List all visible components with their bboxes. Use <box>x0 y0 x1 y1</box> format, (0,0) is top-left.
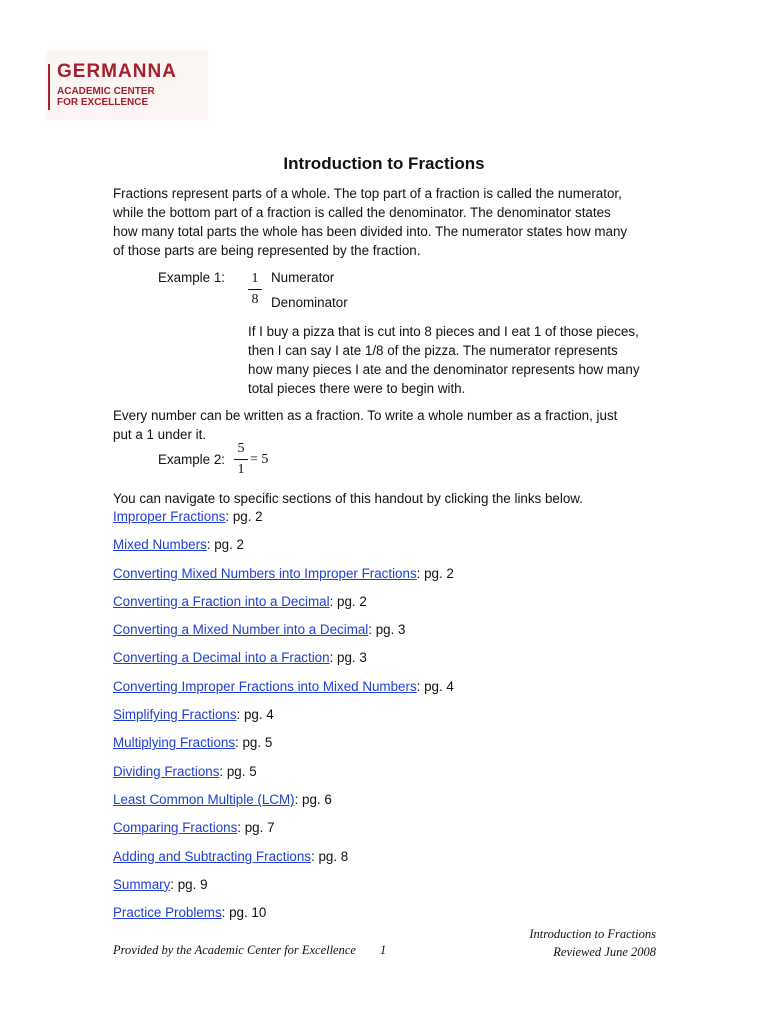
link-lcm[interactable]: Least Common Multiple (LCM) <box>113 791 295 807</box>
link-page: : pg. 5 <box>235 735 273 751</box>
intro-line: how many total parts the whole has been divided into. The numerator states how many <box>113 224 628 239</box>
intro-paragraph <box>113 184 658 260</box>
denominator-label: Denominator <box>271 295 348 310</box>
example2-result: = 5 <box>250 452 269 467</box>
link-row <box>113 734 673 762</box>
fraction-bar <box>248 289 262 290</box>
logo-subtitle-line2: FOR EXCELLENCE <box>57 97 149 108</box>
link-mixed-to-improper[interactable]: Converting Mixed Numbers into Improper Fractions <box>113 565 417 581</box>
link-row <box>113 621 673 649</box>
example2-fraction <box>234 441 248 478</box>
explanation-line: If I buy a pizza that is cut into 8 pieces and I eat 1 of those pieces, <box>248 324 639 339</box>
link-page: : pg. 10 <box>221 905 267 921</box>
link-decimal-to-fraction[interactable]: Converting a Decimal into a Fraction <box>113 650 330 666</box>
example1-fraction <box>248 271 262 308</box>
link-row <box>113 876 673 904</box>
whole-line: Every number can be written as a fraction. To write a whole number as a fraction, just <box>113 408 618 423</box>
logo-subtitle <box>57 86 155 108</box>
example1-label: Example 1: <box>158 270 225 285</box>
link-page: : pg. 2 <box>329 593 367 609</box>
link-multiplying-fractions[interactable]: Multiplying Fractions <box>113 735 236 751</box>
link-page: : pg. 9 <box>170 876 208 892</box>
link-dividing-fractions[interactable]: Dividing Fractions <box>113 763 220 779</box>
link-page: : pg. 3 <box>368 622 406 638</box>
link-summary[interactable]: Summary <box>113 876 171 892</box>
link-improper-fractions[interactable]: Improper Fractions <box>113 509 226 524</box>
explanation-line: then I can say I ate 1/8 of the pizza. The numerator represents <box>248 343 618 358</box>
logo-subtitle-line1: ACADEMIC CENTER <box>57 86 155 97</box>
page-title: Introduction to Fractions <box>283 154 485 173</box>
link-page: : pg. 5 <box>219 763 257 779</box>
nav-intro <box>113 489 658 508</box>
link-mixed-numbers[interactable]: Mixed Numbers <box>113 537 207 553</box>
section-links <box>113 508 673 932</box>
example1-numerator: 1 <box>251 271 259 286</box>
link-improper-to-mixed[interactable]: Converting Improper Fractions into Mixed Numbers <box>113 678 417 694</box>
link-row <box>113 763 673 791</box>
explanation-line: total pieces there were to begin with. <box>248 381 466 396</box>
link-mixed-to-decimal[interactable]: Converting a Mixed Number into a Decimal <box>113 622 369 638</box>
link-adding-subtracting[interactable]: Adding and Subtracting Fractions <box>113 848 312 864</box>
link-row <box>113 678 673 706</box>
whole-number-paragraph <box>113 406 658 444</box>
germanna-logo <box>46 50 208 120</box>
footer-doc-title: Introduction to Fractions <box>529 927 656 941</box>
link-row <box>113 508 673 536</box>
whole-line: put a 1 under it. <box>113 427 207 442</box>
link-practice-problems[interactable]: Practice Problems <box>113 905 222 921</box>
link-page: : pg. 4 <box>236 707 274 723</box>
link-row <box>113 819 673 847</box>
link-page: : pg. 2 <box>416 565 454 581</box>
numerator-label: Numerator <box>271 270 335 285</box>
footer-document-info <box>529 925 656 961</box>
footer-page-number: 1 <box>380 943 387 957</box>
nav-intro-text: You can navigate to specific sections of this handout by clicking the links below. <box>113 491 583 506</box>
link-row <box>113 706 673 734</box>
link-fraction-to-decimal[interactable]: Converting a Fraction into a Decimal <box>113 593 330 609</box>
link-row <box>113 649 673 677</box>
fraction-bar <box>234 459 248 460</box>
intro-line: of those parts are being represented by the fraction. <box>113 243 421 258</box>
example2-numerator: 5 <box>237 441 245 456</box>
example2-denominator: 1 <box>237 462 245 477</box>
logo-bar <box>48 64 50 110</box>
intro-line: Fractions represent parts of a whole. The top part of a fraction is called the numerator, <box>113 186 622 201</box>
logo-name: GERMANNA <box>57 61 177 82</box>
example1-denominator: 8 <box>251 292 259 307</box>
link-row <box>113 593 673 621</box>
footer-provider: Provided by the Academic Center for Excellence <box>113 943 356 957</box>
link-page: : pg. 7 <box>237 820 275 836</box>
link-page: : pg. 2 <box>206 537 244 553</box>
link-page: : pg. 8 <box>311 848 349 864</box>
link-row <box>113 848 673 876</box>
link-page: : pg. 4 <box>416 678 454 694</box>
footer-review-date: Reviewed June 2008 <box>553 945 656 959</box>
link-row <box>113 536 673 564</box>
link-row <box>113 791 673 819</box>
explanation-line: how many pieces I ate and the denominator represents how many <box>248 362 640 377</box>
intro-line: while the bottom part of a fraction is called the denominator. The denominator states <box>113 205 611 220</box>
link-page: : pg. 2 <box>225 509 263 524</box>
example1-explanation <box>248 322 668 398</box>
link-page: : pg. 6 <box>294 791 332 807</box>
example2-label: Example 2: <box>158 452 225 467</box>
link-comparing-fractions[interactable]: Comparing Fractions <box>113 820 238 836</box>
link-page: : pg. 3 <box>329 650 367 666</box>
link-row <box>113 565 673 593</box>
link-simplifying-fractions[interactable]: Simplifying Fractions <box>113 707 237 723</box>
